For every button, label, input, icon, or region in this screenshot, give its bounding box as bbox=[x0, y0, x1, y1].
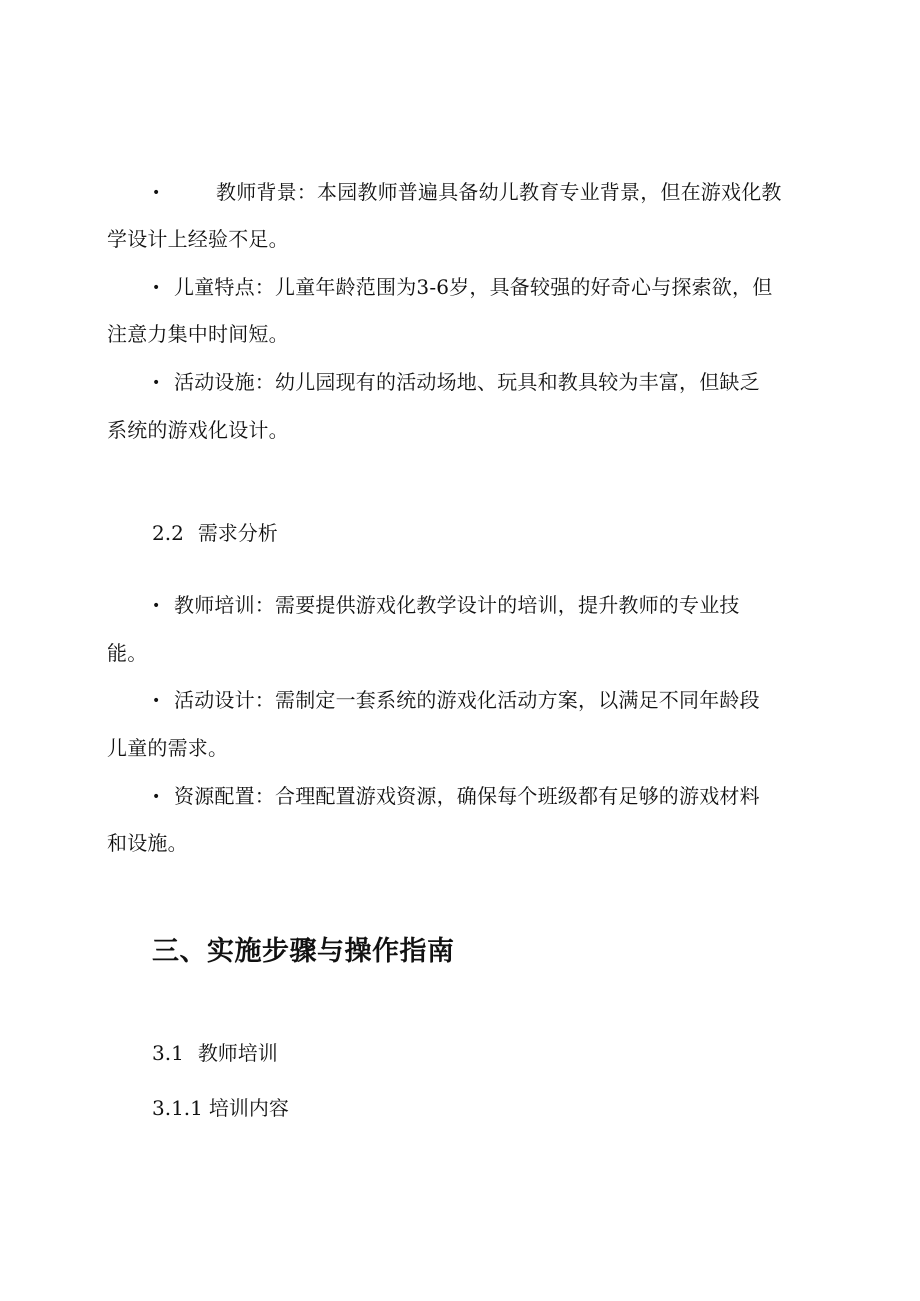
bullet-item-3-line1 bbox=[152, 370, 760, 395]
bullet-item-3-line2: 系统的游戏化设计。 bbox=[107, 418, 289, 442]
need-item-1-line2: 能。 bbox=[107, 641, 148, 665]
need-item-3-line1 bbox=[152, 784, 760, 809]
need-item-1-line1 bbox=[152, 593, 740, 618]
bullet-item-2-line1 bbox=[152, 275, 772, 300]
bullet-item-text: 活动设施：幼儿园现有的活动场地、玩具和教具较为丰富，但缺乏 bbox=[174, 370, 760, 394]
section-3-1-heading bbox=[152, 1041, 278, 1065]
section-3-1-1-heading bbox=[152, 1096, 289, 1120]
section-number: 3.1 bbox=[152, 1041, 184, 1065]
bullet-icon: • bbox=[152, 789, 161, 805]
bullet-item-text: 儿童特点：儿童年龄范围为3-6岁，具备较强的好奇心与探索欲，但 bbox=[174, 275, 773, 299]
section-3-heading: 三、实施步骤与操作指南 bbox=[152, 936, 455, 967]
bullet-item-text: 资源配置：合理配置游戏资源，确保每个班级都有足够的游戏材料 bbox=[174, 784, 760, 808]
need-item-2-line2: 儿童的需求。 bbox=[107, 736, 229, 760]
section-title: 教师培训 bbox=[197, 1041, 278, 1065]
bullet-item-text: 活动设计：需制定一套系统的游戏化活动方案，以满足不同年龄段 bbox=[174, 688, 760, 712]
bullet-item-text: 教师背景：本园教师普遍具备幼儿教育专业背景，但在游戏化教 bbox=[216, 180, 782, 204]
section-number: 3.1.1 bbox=[152, 1096, 203, 1120]
bullet-icon: • bbox=[152, 693, 161, 709]
need-item-2-line1 bbox=[152, 688, 760, 713]
section-2-2-heading bbox=[152, 521, 278, 545]
bullet-item-1-line1 bbox=[152, 180, 782, 205]
section-title: 需求分析 bbox=[197, 521, 278, 545]
bullet-icon: • bbox=[152, 598, 161, 614]
bullet-item-1-line2: 学设计上经验不足。 bbox=[107, 227, 289, 251]
bullet-item-2-line2: 注意力集中时间短。 bbox=[107, 322, 289, 346]
bullet-item-text: 教师培训：需要提供游戏化教学设计的培训，提升教师的专业技 bbox=[174, 593, 740, 617]
section-title: 培训内容 bbox=[208, 1096, 289, 1120]
bullet-icon: • bbox=[152, 280, 161, 296]
bullet-icon: • bbox=[152, 375, 161, 391]
need-item-3-line2: 和设施。 bbox=[107, 831, 188, 855]
bullet-icon: • bbox=[152, 185, 161, 201]
section-number: 2.2 bbox=[152, 521, 184, 545]
